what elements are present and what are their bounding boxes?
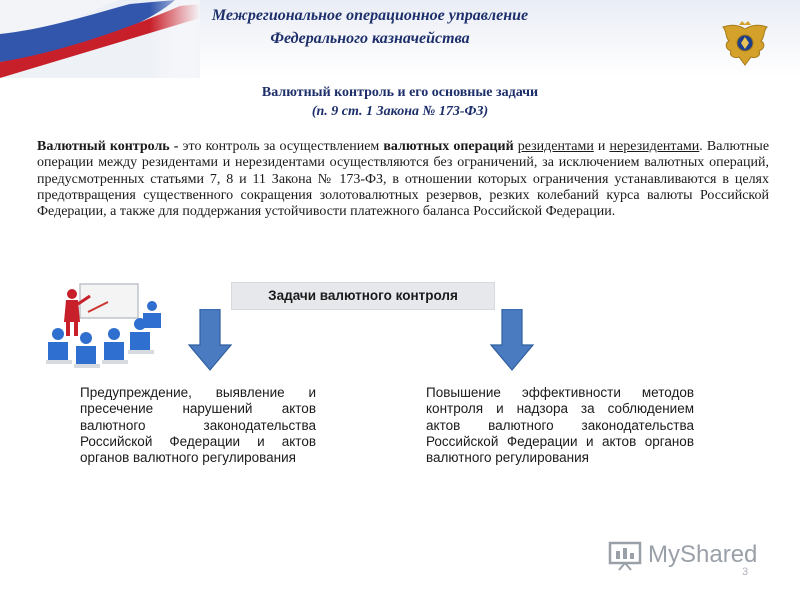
tasks-header: Задачи валютного контроля [231,282,495,310]
watermark-text: MyShared [648,541,758,568]
task-item-left: Предупреждение, выявление и пресечение нарушений актов валютного законодательства Российской Федерации и актов органов валютного регулирования [80,385,316,466]
treasury-emblem-icon [719,21,771,71]
definition-dash: - [169,139,183,154]
presentation-board-icon [608,541,642,571]
definition-conjunction: и [593,139,610,154]
residents-link[interactable]: резидентами [517,139,594,154]
arrow-down-icon [490,309,534,371]
definition-bold-phrase: валютных операций [383,139,514,154]
organization-title [150,4,590,50]
definition-paragraph [37,139,769,220]
presentation-illustration-icon [38,282,168,377]
page-number: 3 [742,566,749,578]
task-item-right: Повышение эффективности методов контроля и надзора за соблюдением актов валютного законодательства Российской Федерации и актов органов валютного регулирования [426,385,694,466]
definition-part1: это контроль за осуществлением [182,139,384,154]
definition-rest: . Валютные операции между резидентами и нерезидентами осуществляются без ограничений, за исключением валютных операций, предусмотренных статьями 7, 8 и 11 Закона № 173-ФЗ, в отношении которых ограничения устанавливаются в целях предотвращения существенного сокращения золотовалютных резервов, резких колебаний курса валюты Российской Федерации, а также для поддержания устойчивости платежного баланса Российской Федерации. [37,139,770,220]
slide-header [0,0,800,78]
organization-title-line2: Федерального казначейства [270,30,470,47]
slide-subtitle: (п. 9 ст. 1 Закона № 173-ФЗ) [311,104,489,119]
slide-title: Валютный контроль и его основные задачи [261,85,539,100]
organization-title-line1: Межрегиональное операционное управление [211,7,529,24]
definition-term: Валютный контроль [37,139,170,154]
arrow-down-icon [188,309,232,371]
nonresidents-link[interactable]: нерезидентами [609,139,700,154]
